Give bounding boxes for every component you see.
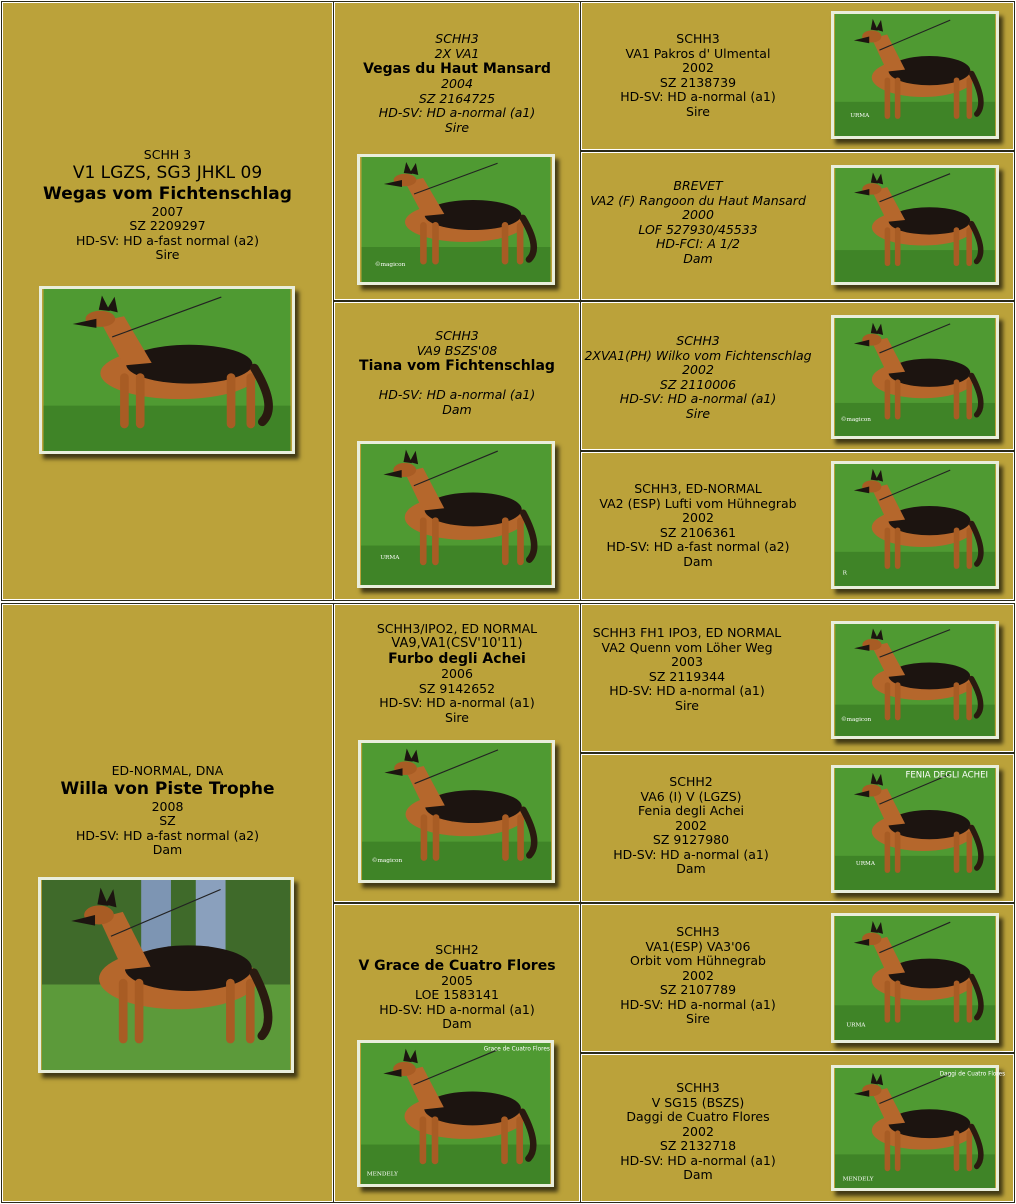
dam-sire-reg: SZ 9142652 xyxy=(418,680,496,696)
gp-role: Dam xyxy=(676,861,706,876)
dog-photo-icon xyxy=(831,765,999,893)
dam-main-year: 2008 xyxy=(151,798,184,814)
photo-caption: Daggi de Cuatro Flores xyxy=(939,1071,1006,1078)
gp-title: SCHH3, ED-NORMAL xyxy=(634,481,762,496)
gp-title: SCHH3 FH1 IPO3, ED NORMAL xyxy=(592,625,782,640)
gp-name: VA1(ESP) VA3'06 xyxy=(645,938,751,954)
gp-reg: SZ 2106361 xyxy=(659,524,737,540)
gp-year: 2002 xyxy=(682,362,714,377)
sire-sire-hd: HD-SV: HD a-normal (a1) xyxy=(378,105,536,120)
dog-photo-icon xyxy=(357,154,555,285)
gp-role: Dam xyxy=(683,250,713,266)
sire-dam-title: SCHH3 xyxy=(435,328,479,343)
gp-reg: SZ 2110006 xyxy=(659,376,737,392)
sire-dam-titles: VA9 BSZS'08 xyxy=(416,342,498,358)
gp-hd: HD-SV: HD a-normal (a1) xyxy=(619,391,777,406)
gp-reg: SZ 2138739 xyxy=(659,74,737,90)
photo-caption: Grace de Cuatro Flores xyxy=(483,1046,550,1053)
dog-photo-icon xyxy=(831,1065,1006,1191)
gp-year: 2002 xyxy=(682,967,714,983)
sire-dam-name: Tiana vom Fichtenschlag xyxy=(359,358,555,374)
sire-gp4-cell xyxy=(581,452,1014,600)
gp-name2: Fenia degli Achei xyxy=(638,803,744,818)
photo-watermark: R xyxy=(842,570,847,577)
sire-main-title: SCHH 3 xyxy=(143,147,192,162)
photo-watermark: ©magicon xyxy=(371,857,403,864)
sire-gp3-cell xyxy=(581,302,1014,450)
gp-role: Sire xyxy=(686,1011,710,1026)
gp-reg: SZ 2132718 xyxy=(659,1138,737,1153)
dam-main-title: ED-NORMAL, DNA xyxy=(111,763,224,778)
dam-main-role: Dam xyxy=(152,842,183,857)
dam-sire-hd: HD-SV: HD a-normal (a1) xyxy=(379,695,535,710)
sire-sire-year: 2004 xyxy=(441,76,473,91)
sire-sire-role: Sire xyxy=(444,119,470,135)
gp-title: SCHH3 xyxy=(676,924,720,939)
dam-dam-hd: HD-SV: HD a-normal (a1) xyxy=(379,1001,535,1017)
photo-watermark: URMA xyxy=(850,112,870,119)
dam-sire-role: Sire xyxy=(445,709,469,725)
sire-sire-titles: 2X VA1 xyxy=(434,45,480,61)
photo-watermark: ©magicon xyxy=(840,416,871,423)
sire-sire-name: Vegas du Haut Mansard xyxy=(363,61,551,77)
sire-gp2-cell xyxy=(581,152,1014,300)
dam-main-cell xyxy=(2,604,333,1202)
gp-hd: HD-SV: HD a-normal (a1) xyxy=(620,996,776,1012)
gp-title: BREVET xyxy=(673,178,723,193)
sire-dam-hd: HD-SV: HD a-normal (a1) xyxy=(378,387,536,402)
photo-watermark: MENDELY xyxy=(842,1176,874,1183)
gp-role: Sire xyxy=(685,405,711,421)
gp-role: Sire xyxy=(686,103,710,119)
gp-hd: HD-SV: HD a-normal (a1) xyxy=(620,89,776,104)
sire-main-name: Wegas vom Fichtenschlag xyxy=(43,183,292,204)
dam-gp3-cell xyxy=(581,904,1014,1052)
dog-photo-icon xyxy=(831,11,999,139)
dam-main-name: Willa von Piste Trophe xyxy=(60,778,275,799)
gp-role: Dam xyxy=(683,553,713,569)
dam-sire-year: 2006 xyxy=(441,666,473,681)
gp-title: SCHH3 xyxy=(676,1080,720,1095)
dam-dam-year: 2005 xyxy=(441,972,473,988)
sire-main-titles: V1 LGZS, SG3 JHKL 09 xyxy=(72,162,263,183)
dog-photo-icon xyxy=(38,877,294,1073)
gp-title: SCHH3 xyxy=(676,31,720,46)
photo-watermark: URMA xyxy=(855,861,875,868)
dog-photo-icon xyxy=(831,461,999,589)
sire-main-hd: HD-SV: HD a-fast normal (a2) xyxy=(76,232,259,248)
dam-main-reg: SZ xyxy=(159,813,176,828)
dam-sire-cell xyxy=(334,604,580,902)
dam-sire-name: Furbo degli Achei xyxy=(388,651,526,667)
gp-hd: HD-SV: HD a-normal (a1) xyxy=(609,683,765,698)
gp-name: 2XVA1(PH) Wilko vom Fichtenschlag xyxy=(584,347,812,363)
gp-name: VA6 (I) V (LGZS) xyxy=(640,788,742,804)
gp-title: SCHH2 xyxy=(669,774,713,789)
dam-dam-cell xyxy=(334,904,580,1202)
gp-name2: Orbit vom Hühnegrab xyxy=(630,953,766,968)
dog-photo-icon xyxy=(831,621,999,739)
dog-photo-icon xyxy=(358,740,555,883)
dog-photo-icon xyxy=(39,286,295,454)
dam-sire-title: SCHH3/IPO2, ED NORMAL xyxy=(376,621,538,636)
gp-reg: SZ 2107789 xyxy=(659,982,737,997)
photo-watermark: ©magicon xyxy=(840,716,872,723)
gp-title: SCHH3 xyxy=(676,333,720,348)
dam-main-hd: HD-SV: HD a-fast normal (a2) xyxy=(76,827,259,843)
photo-caption: FENIA DEGLI ACHEI xyxy=(905,770,989,781)
gp-name: VA2 (F) Rangoon du Haut Mansard xyxy=(590,192,806,208)
sire-main-reg: SZ 2209297 xyxy=(129,218,206,233)
gp-reg: SZ 2119344 xyxy=(648,668,726,684)
sire-main-cell xyxy=(2,2,333,600)
dam-dam-name: V Grace de Cuatro Flores xyxy=(358,957,556,974)
gp-year: 2000 xyxy=(682,207,714,222)
sire-sire-cell xyxy=(334,2,580,300)
photo-watermark: URMA xyxy=(380,555,400,562)
sire-main-year: 2007 xyxy=(151,203,184,219)
dam-dam-title: SCHH2 xyxy=(435,942,479,957)
sire-sire-reg: SZ 2164725 xyxy=(418,90,496,106)
gp-hd: HD-SV: HD a-normal (a1) xyxy=(620,1152,776,1168)
dam-sire-titles: VA9,VA1(CSV'10'11) xyxy=(391,635,523,651)
gp-name: VA1 Pakros d' Ulmental xyxy=(625,45,771,61)
dog-photo-icon xyxy=(831,165,999,285)
gp-year: 2003 xyxy=(671,654,703,669)
sire-dam-cell xyxy=(334,302,580,600)
sire-dam-role: Dam xyxy=(442,401,472,417)
photo-watermark: MENDELY xyxy=(366,1171,398,1178)
dam-dam-role: Dam xyxy=(442,1016,472,1031)
gp-role: Sire xyxy=(675,697,699,713)
gp-hd: HD-SV: HD a-normal (a1) xyxy=(613,846,769,862)
dog-photo-icon xyxy=(357,1040,554,1187)
dam-dam-reg: LOE 1583141 xyxy=(415,987,499,1002)
dam-gp4-cell xyxy=(581,1054,1014,1202)
sire-main-role: Sire xyxy=(155,247,180,262)
gp-name2: Daggi de Cuatro Flores xyxy=(626,1109,770,1124)
sire-sire-title: SCHH3 xyxy=(435,31,479,46)
dam-gp1-cell xyxy=(581,604,1014,752)
gp-name: V SG15 (BSZS) xyxy=(651,1094,745,1110)
dam-gp2-cell xyxy=(581,754,1014,902)
gp-reg: SZ 9127980 xyxy=(652,832,730,847)
gp-name: VA2 (ESP) Lufti vom Hühnegrab xyxy=(599,495,797,511)
gp-year: 2002 xyxy=(682,510,714,525)
gp-year: 2002 xyxy=(682,60,714,75)
gp-year: 2002 xyxy=(682,1123,714,1139)
dog-photo-icon xyxy=(357,441,555,588)
sire-gp1-cell xyxy=(581,2,1014,150)
gp-hd: HD-SV: HD a-fast normal (a2) xyxy=(606,539,790,554)
gp-reg: LOF 527930/45533 xyxy=(638,221,758,237)
photo-watermark: URMA xyxy=(846,1022,866,1029)
gp-role: Dam xyxy=(683,1167,713,1182)
gp-name: VA2 Quenn vom Löher Weg xyxy=(601,639,773,655)
photo-watermark: ©magicon xyxy=(374,261,406,268)
gp-year: 2002 xyxy=(675,817,707,833)
dog-photo-icon xyxy=(831,315,999,439)
gp-hd: HD-FCI: A 1/2 xyxy=(656,236,740,251)
dog-photo-icon xyxy=(831,913,999,1043)
